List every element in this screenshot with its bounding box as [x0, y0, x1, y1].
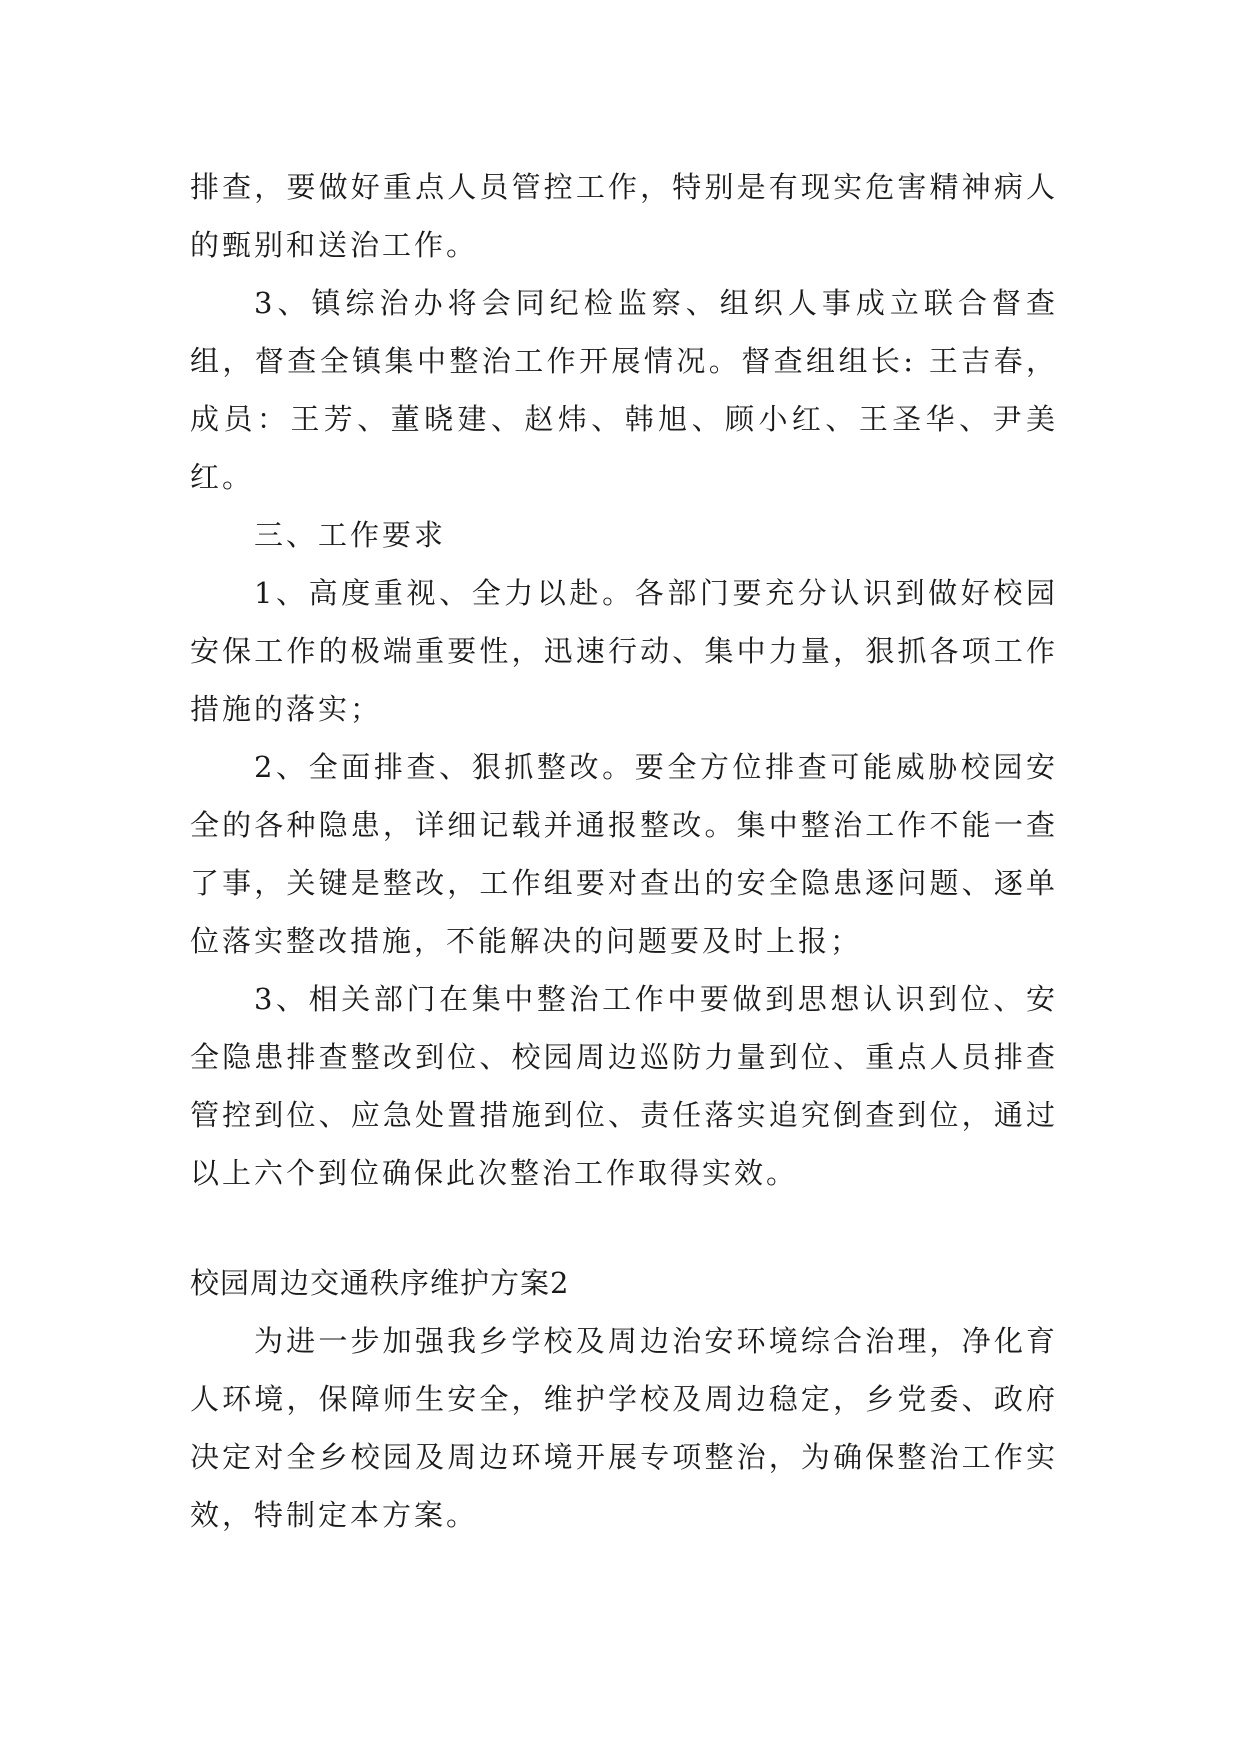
paragraph-continuation: 排查，要做好重点人员管控工作，特别是有现实危害精神病人的甄别和送治工作。	[190, 170, 1058, 262]
document-body	[190, 158, 1058, 1544]
paragraph-requirement-1: 1、高度重视、全力以赴。各部门要充分认识到做好校园安保工作的极端重要性，迅速行动、集中力量，狠抓各项工作措施的落实；	[190, 576, 1058, 726]
paragraph-introduction: 为进一步加强我乡学校及周边治安环境综合治理，净化育人环境，保障师生安全，维护学校及周边稳定，乡党委、政府决定对全乡校园及周边环境开展专项整治，为确保整治工作实效，特制定本方案。	[190, 1324, 1058, 1532]
section-heading-requirements: 三、工作要求	[254, 518, 447, 552]
paragraph-supervision-group: 3、镇综治办将会同纪检监察、组织人事成立联合督查组，督查全镇集中整治工作开展情况。督查组组长: 王吉春，成员：王芳、董晓建、赵炜、韩旭、顾小红、王圣华、尹美红。	[190, 286, 1058, 494]
paragraph-requirement-2: 2、全面排查、狠抓整改。要全方位排查可能威胁校园安全的各种隐患，详细记载并通报整改。集中整治工作不能一查了事，关键是整改，工作组要对查出的安全隐患逐问题、逐单位落实整改措施，不能解决的问题要及时上报；	[190, 750, 1058, 958]
document-title: 校园周边交通秩序维护方案2	[190, 1266, 570, 1300]
paragraph-requirement-3: 3、相关部门在集中整治工作中要做到思想认识到位、安全隐患排查整改到位、校园周边巡防力量到位、重点人员排查管控到位、应急处置措施到位、责任落实追究倒查到位，通过以上六个到位确保此次整治工作取得实效。	[190, 982, 1058, 1190]
